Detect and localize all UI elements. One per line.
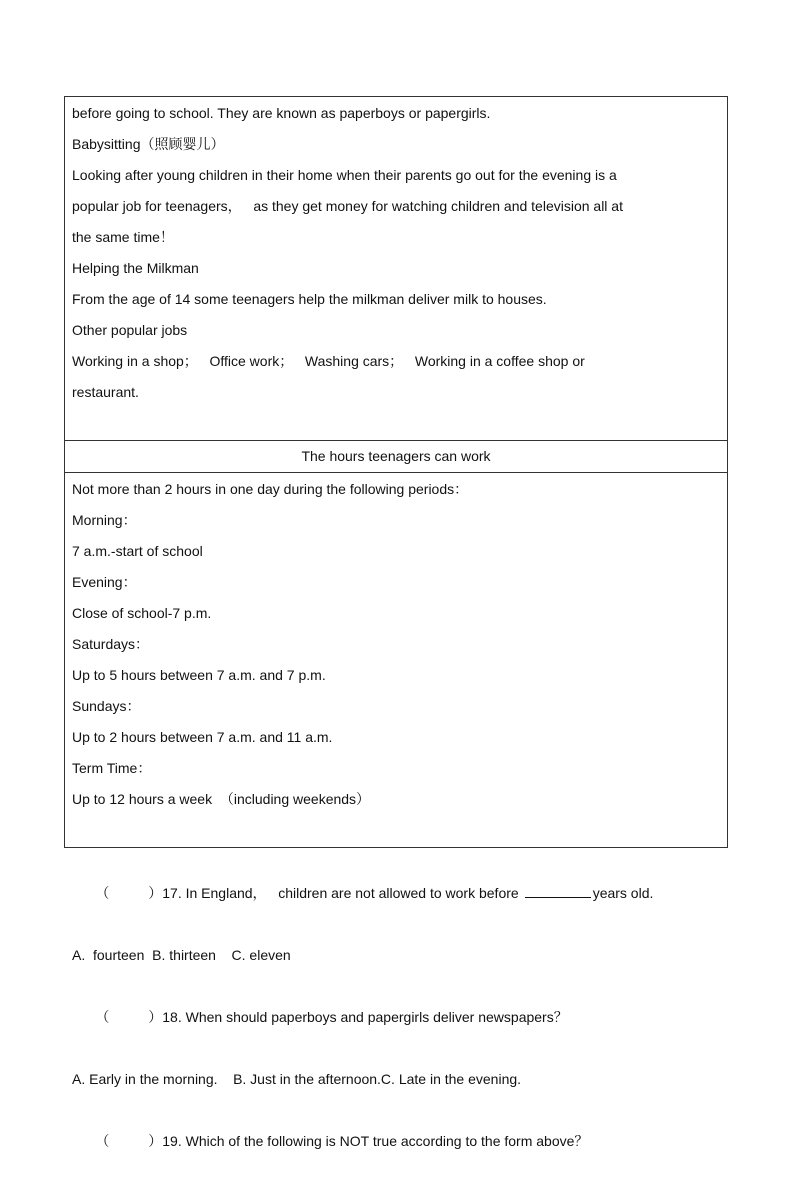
jobs-line: restaurant. bbox=[72, 384, 139, 400]
jobs-line: From the age of 14 some teenagers help the milkman deliver milk to houses. bbox=[72, 291, 547, 307]
hours-line: Saturdays： bbox=[72, 636, 150, 652]
question-18-text: 18. When should paperboys and papergirls deliver newspapers？ bbox=[162, 1009, 568, 1025]
jobs-line: popular job for teenagers， as they get money for watching children and television all at bbox=[72, 198, 623, 214]
questions-block bbox=[72, 847, 732, 1188]
jobs-line: Working in a shop； Office work； Washing cars； Working in a coffee shop or bbox=[72, 353, 585, 369]
question-18-options: A. Early in the morning. B. Just in the afternoon.C. Late in the evening. bbox=[72, 1071, 522, 1087]
jobs-line: Looking after young children in their home when their parents go out for the evening is a bbox=[72, 167, 617, 183]
jobs-line: the same time！ bbox=[72, 229, 174, 245]
question-19-text: 19. Which of the following is NOT true according to the form above？ bbox=[162, 1133, 589, 1149]
fill-in-blank[interactable] bbox=[525, 883, 591, 898]
answer-bracket-19[interactable]: （ ） bbox=[95, 1133, 163, 1149]
question-17-tail: years old. bbox=[592, 885, 654, 901]
hours-line: Evening： bbox=[72, 574, 137, 590]
hours-line: Term Time： bbox=[72, 760, 152, 776]
question-17-options: A. fourteen B. thirteen C. eleven bbox=[72, 947, 291, 963]
answer-bracket-17[interactable]: （ ） bbox=[95, 885, 163, 901]
hours-line: Sundays： bbox=[72, 698, 141, 714]
jobs-cell bbox=[65, 97, 728, 441]
hours-heading: The hours teenagers can work bbox=[65, 441, 728, 473]
jobs-line: Babysitting（照顾婴儿） bbox=[72, 136, 225, 152]
hours-line: Up to 5 hours between 7 a.m. and 7 p.m. bbox=[72, 667, 326, 683]
jobs-line: Helping the Milkman bbox=[72, 260, 199, 276]
hours-line: Up to 2 hours between 7 a.m. and 11 a.m. bbox=[72, 729, 333, 745]
hours-line: Close of school-7 p.m. bbox=[72, 605, 212, 621]
hours-line: Up to 12 hours a week （including weekends） bbox=[72, 791, 371, 807]
jobs-line: Other popular jobs bbox=[72, 322, 188, 338]
jobs-hours-form bbox=[64, 96, 728, 848]
jobs-line: before going to school. They are known as paperboys or papergirls. bbox=[72, 105, 491, 121]
hours-line: Not more than 2 hours in one day during the following periods： bbox=[72, 481, 469, 497]
question-18 bbox=[72, 971, 732, 1064]
question-17-text: 17. In England， children are not allowed to work before bbox=[162, 885, 519, 901]
question-17 bbox=[72, 847, 732, 940]
hours-line: 7 a.m.-start of school bbox=[72, 543, 203, 559]
hours-line: Morning： bbox=[72, 512, 137, 528]
hours-cell bbox=[65, 473, 728, 848]
question-19 bbox=[72, 1095, 732, 1188]
answer-bracket-18[interactable]: （ ） bbox=[95, 1009, 163, 1025]
